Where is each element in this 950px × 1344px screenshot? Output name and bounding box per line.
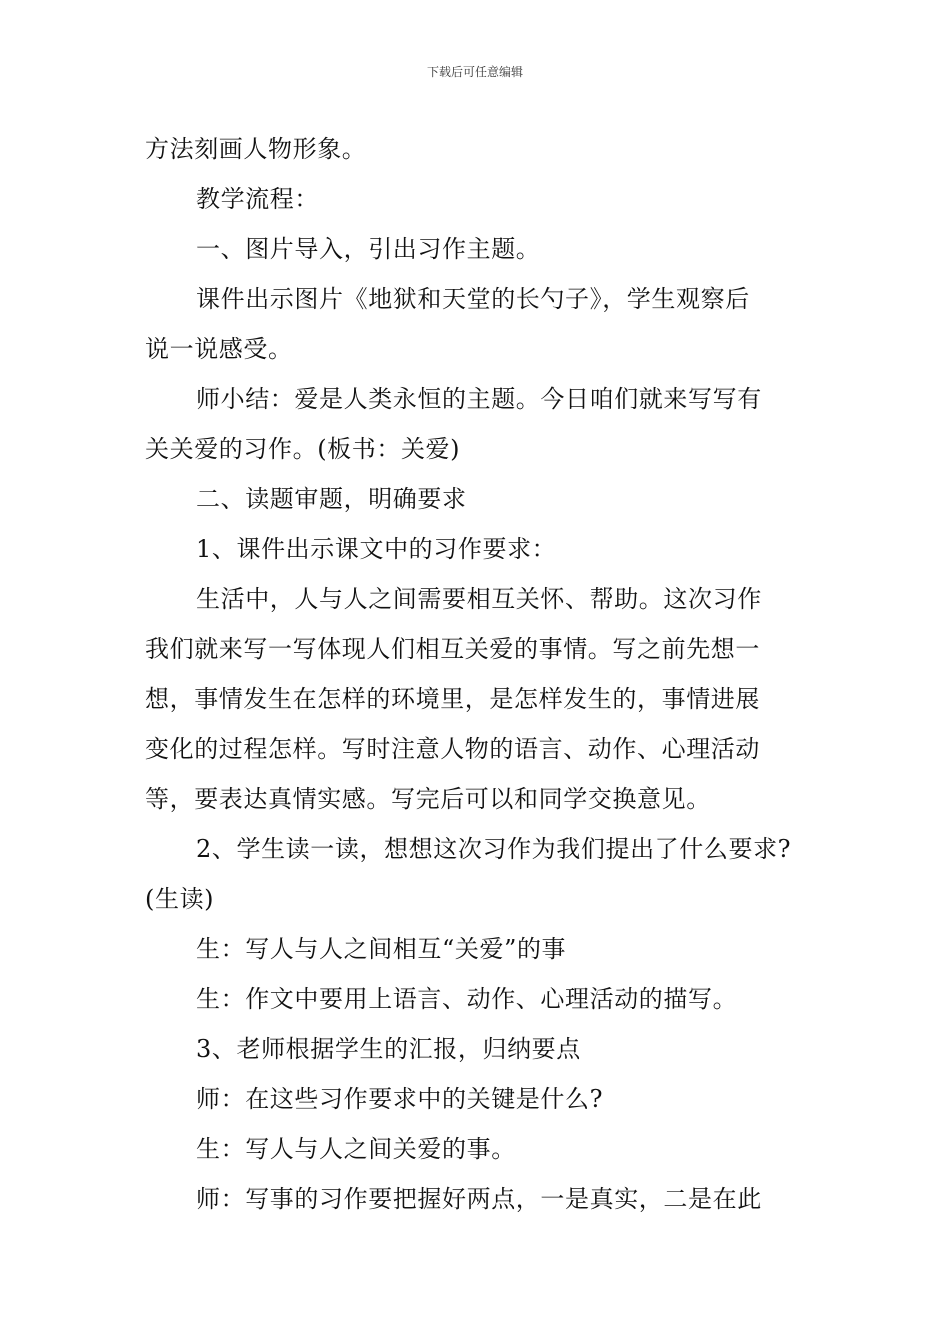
text-line: 师：在这些习作要求中的关键是什么? <box>196 1085 604 1113</box>
text-line: 3、老师根据学生的汇报，归纳要点 <box>196 1035 581 1063</box>
text-line: 变化的过程怎样。写时注意人物的语言、动作、心理活动 <box>145 735 760 763</box>
text-line: 生：作文中要用上语言、动作、心理活动的描写。 <box>196 985 738 1013</box>
text-line: 想，事情发生在怎样的环境里，是怎样发生的，事情进展 <box>145 685 760 713</box>
text-line: 关关爱的习作。(板书：关爱) <box>145 435 461 463</box>
text-line: 生：写人与人之间关爱的事。 <box>196 1135 516 1163</box>
document-body <box>145 124 817 1224</box>
page-header-note: 下载后可任意编辑 <box>426 65 523 79</box>
text-line: 生：写人与人之间相互“关爱”的事 <box>196 935 567 963</box>
text-line: (生读) <box>145 885 215 913</box>
text-line: 等，要表达真情实感。写完后可以和同学交换意见。 <box>145 785 711 813</box>
text-line: 说一说感受。 <box>145 335 293 363</box>
text-line: 一、图片导入，引出习作主题。 <box>196 235 541 263</box>
text-line: 2、学生读一读，想想这次习作为我们提出了什么要求? <box>196 835 792 863</box>
text-line: 师小结：爱是人类永恒的主题。今日咱们就来写写有 <box>196 385 762 413</box>
text-line: 1、课件出示课文中的习作要求： <box>196 535 557 563</box>
text-line: 师：写事的习作要把握好两点，一是真实，二是在此 <box>196 1185 762 1213</box>
text-line: 方法刻画人物形象。 <box>145 135 367 163</box>
text-line: 课件出示图片《地狱和天堂的长勺子》，学生观察后 <box>196 285 750 313</box>
text-line: 我们就来写一写体现人们相互关爱的事情。写之前先想一 <box>145 635 760 663</box>
text-line: 教学流程： <box>196 185 319 213</box>
text-line: 二、读题审题，明确要求 <box>196 485 467 513</box>
text-line: 生活中，人与人之间需要相互关怀、帮助。这次习作 <box>196 585 762 613</box>
